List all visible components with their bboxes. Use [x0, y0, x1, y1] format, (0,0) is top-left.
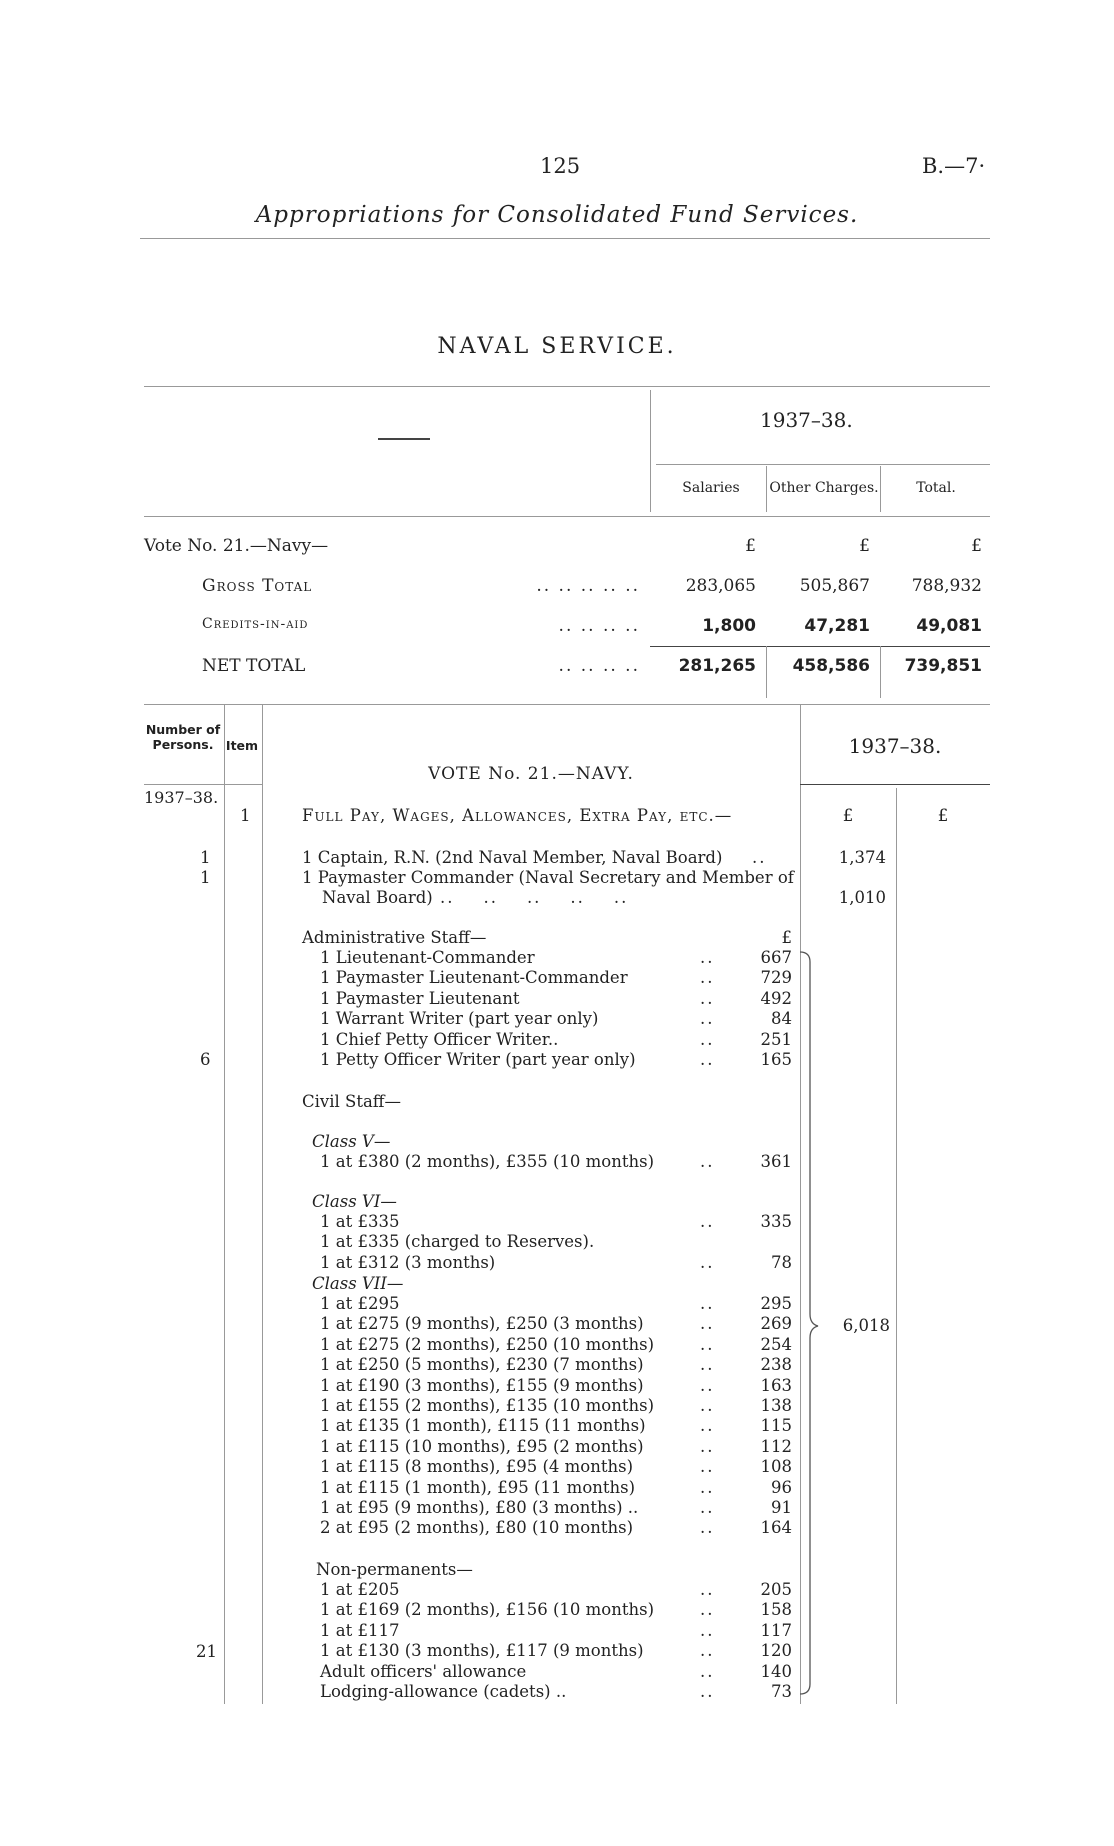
entry-amount: 112	[760, 1436, 792, 1456]
detail-year-rule	[800, 784, 990, 785]
leader-dots: ..	[700, 1396, 715, 1415]
col-number-persons: Number of Persons.	[145, 722, 221, 752]
leader-dots: ..	[700, 1294, 715, 1313]
captain-count: 1	[200, 848, 211, 867]
entry-text: 1 at £130 (3 months), £117 (9 months)	[320, 1641, 644, 1661]
gross-total-dots: .. .. .. .. ..	[536, 576, 640, 596]
leader-dots: ..	[700, 1682, 715, 1701]
leader-dots: ..	[700, 1029, 715, 1049]
total-currency-detail: £	[937, 806, 949, 825]
entry-amount: 667	[760, 948, 792, 967]
leader-dots: ..	[700, 1620, 715, 1640]
gross-other: 505,867	[799, 576, 870, 596]
net-col-divider-2	[880, 646, 881, 698]
col-item: Item	[225, 738, 259, 753]
vote-label: Vote No. 21.—Navy—	[144, 536, 329, 556]
entry-text: 1 Petty Officer Writer (part year only)	[320, 1050, 636, 1069]
salaries-currency: £	[745, 536, 756, 556]
entry-text: 1 at £115 (8 months), £95 (4 months)	[320, 1457, 634, 1477]
entry-text: 1 at £205	[320, 1580, 400, 1599]
summary-top-rule	[144, 386, 990, 387]
leader-dots: ..	[700, 1212, 715, 1231]
admin-heading: Administrative Staff—	[302, 928, 487, 947]
entry-text: 2 at £95 (2 months), £80 (10 months)	[320, 1518, 634, 1538]
entry-amount: 165	[760, 1050, 792, 1069]
paymaster-amount: 1,010	[838, 888, 886, 907]
credits-label: Credits-in-aid	[202, 616, 309, 632]
entry-amount: 729	[760, 968, 792, 988]
detail-vline-item	[262, 704, 263, 1704]
gross-total: 788,932	[911, 576, 982, 596]
entry-text: 1 Paymaster Lieutenant-Commander	[320, 968, 628, 988]
civil-count: 21	[196, 1642, 217, 1661]
detail-year: 1937–38.	[848, 734, 942, 758]
leader-dots: ..	[700, 1498, 715, 1517]
leader-dots: ..	[700, 1600, 715, 1620]
detail-vline-number	[224, 704, 225, 1704]
net-total-dots: .. .. .. ..	[558, 656, 640, 676]
entry-amount: 140	[760, 1661, 792, 1681]
summary-dash	[378, 438, 430, 440]
entry-amount: 269	[760, 1314, 792, 1334]
paymaster-text-2: Naval Board)	[322, 888, 433, 907]
net-total: 739,851	[904, 656, 982, 676]
entry-text: 1 at £117	[320, 1620, 400, 1640]
civil-heading: Civil Staff—	[302, 1092, 402, 1111]
entry-text: 1 at £95 (9 months), £80 (3 months) ..	[320, 1498, 639, 1517]
entry-amount: 238	[760, 1355, 792, 1375]
entry-amount: 205	[760, 1580, 792, 1599]
amount-currency: £	[842, 806, 854, 825]
header-rule	[140, 238, 990, 239]
detail-header-rule	[144, 784, 262, 785]
captain-amount: 1,374	[838, 848, 886, 867]
entry-text: 1 Chief Petty Officer Writer..	[320, 1029, 559, 1049]
col-other-charges: Other Charges.	[769, 480, 879, 496]
section-title: NAVAL SERVICE.	[437, 334, 677, 359]
credits-dots: .. .. .. ..	[558, 616, 640, 636]
class-vii-heading: Class VII—	[312, 1274, 404, 1293]
entry-amount: 73	[771, 1682, 792, 1701]
persons-year: 1937–38.	[144, 788, 219, 807]
leader-dots: ..	[700, 1252, 715, 1272]
credits-salaries: 1,800	[702, 616, 756, 636]
entry-text: 1 at £155 (2 months), £135 (10 months)	[320, 1396, 655, 1415]
leader-dots: ..	[700, 1009, 715, 1029]
paymaster-text-1: 1 Paymaster Commander (Naval Secretary and Member of	[302, 868, 794, 887]
bracket-total: 6,018	[842, 1316, 890, 1335]
document-reference: B.—7·	[922, 154, 986, 178]
summary-header-rule	[144, 516, 990, 517]
entry-text: Lodging-allowance (cadets) ..	[320, 1682, 567, 1701]
leader-dots: ..	[700, 1375, 715, 1395]
gross-total-label: Gross Total	[202, 576, 313, 596]
net-salaries: 281,265	[678, 656, 756, 676]
entry-text: 1 Warrant Writer (part year only)	[320, 1009, 599, 1029]
entry-text: 1 at £115 (10 months), £95 (2 months)	[320, 1436, 644, 1456]
entry-text: 1 at £275 (9 months), £250 (3 months)	[320, 1314, 644, 1334]
total-currency: £	[971, 536, 982, 556]
leader-dots: ..	[700, 968, 715, 988]
entry-text: 1 at £115 (1 month), £95 (11 months)	[320, 1477, 636, 1497]
admin-count: 6	[200, 1050, 211, 1069]
class-vi-heading: Class VI—	[312, 1192, 397, 1211]
entry-amount: 492	[760, 988, 792, 1008]
summary-divider	[650, 390, 651, 512]
vote-title: VOTE No. 21.—NAVY.	[428, 764, 634, 784]
entry-text: 1 at £135 (1 month), £115 (11 months)	[320, 1416, 646, 1436]
credits-total: 49,081	[916, 616, 982, 636]
entry-amount: 251	[760, 1029, 792, 1049]
entry-amount: 361	[760, 1152, 792, 1171]
net-col-divider-1	[766, 646, 767, 698]
entry-amount: 158	[760, 1600, 792, 1620]
entry-amount: 117	[760, 1620, 792, 1640]
entry-amount: 164	[760, 1518, 792, 1538]
leader-dots: ..	[700, 1334, 715, 1354]
summary-bottom-rule	[144, 704, 990, 705]
leader-dots: ..	[700, 1518, 715, 1538]
leader-dots: ..	[700, 1416, 715, 1436]
entry-amount: 108	[760, 1457, 792, 1477]
entry-text: 1 at £169 (2 months), £156 (10 months)	[320, 1600, 655, 1620]
summary-year-rule	[656, 464, 990, 465]
entry-text: 1 at £295	[320, 1294, 400, 1313]
leader-dots: ..	[700, 948, 715, 967]
leader-dots: ..	[700, 1436, 715, 1456]
net-total-rule	[650, 646, 990, 647]
detail-heading: Full Pay, Wages, Allowances, Extra Pay, etc.—	[302, 806, 733, 825]
entry-text: 1 at £380 (2 months), £355 (10 months)	[320, 1152, 655, 1171]
page-title: Appropriations for Consolidated Fund Services.	[255, 202, 859, 228]
captain-text: 1 Captain, R.N. (2nd Naval Member, Naval Board)	[302, 848, 723, 867]
col-total: Total.	[916, 480, 956, 496]
entry-amount: 295	[760, 1294, 792, 1313]
page-number: 125	[540, 154, 581, 178]
entry-text: 1 at £275 (2 months), £250 (10 months)	[320, 1334, 655, 1354]
summary-col-divider-2	[880, 466, 881, 512]
admin-currency: £	[781, 928, 792, 947]
leader-dots: ..	[700, 1152, 715, 1171]
entry-amount: 335	[760, 1212, 792, 1231]
leader-dots: ..	[700, 1641, 715, 1661]
entry-amount: 138	[760, 1396, 792, 1415]
leader-dots: ..	[700, 988, 715, 1008]
leader-dots: ..	[700, 1457, 715, 1477]
entry-text: 1 Lieutenant-Commander	[320, 948, 535, 967]
entry-text: 1 at £190 (3 months), £155 (9 months)	[320, 1375, 644, 1395]
nonperm-heading: Non-permanents—	[316, 1560, 473, 1579]
entry-amount: 254	[760, 1334, 792, 1354]
entry-amount: 91	[771, 1498, 792, 1517]
leader-dots: ..	[700, 1050, 715, 1069]
leader-dots: ..	[700, 1580, 715, 1599]
entry-amount: 163	[760, 1375, 792, 1395]
item-number: 1	[240, 806, 251, 825]
col-salaries: Salaries	[682, 480, 740, 496]
credits-other: 47,281	[804, 616, 870, 636]
entry-amount: 84	[771, 1009, 792, 1029]
leader-dots: ..	[700, 1355, 715, 1375]
leader-dots: ..	[700, 1314, 715, 1334]
entry-text: 1 Paymaster Lieutenant	[320, 988, 520, 1008]
entry-amount: 115	[760, 1416, 792, 1436]
captain-dots: ..	[752, 848, 767, 867]
entry-amount: 120	[760, 1641, 792, 1661]
entry-amount: 78	[771, 1252, 792, 1272]
net-other: 458,586	[792, 656, 870, 676]
leader-dots: ..	[700, 1661, 715, 1681]
entry-text: 1 at £335 (charged to Reserves).	[320, 1232, 595, 1252]
summary-year: 1937–38.	[760, 408, 853, 432]
class-v-heading: Class V—	[312, 1132, 391, 1151]
paymaster-count: 1	[200, 868, 211, 887]
leader-dots: ..	[700, 1477, 715, 1497]
paymaster-dots: .. .. .. .. ..	[440, 888, 629, 907]
summary-col-divider-1	[766, 466, 767, 512]
detail-vline-total	[896, 788, 897, 1704]
entry-text: 1 at £250 (5 months), £230 (7 months)	[320, 1355, 644, 1375]
entry-text: Adult officers' allowance	[320, 1661, 527, 1681]
entry-amount: 96	[771, 1477, 792, 1497]
net-total-label: NET TOTAL	[202, 656, 306, 676]
entry-text: 1 at £335	[320, 1212, 400, 1231]
other-currency: £	[859, 536, 870, 556]
entry-text: 1 at £312 (3 months)	[320, 1252, 496, 1272]
gross-salaries: 283,065	[685, 576, 756, 596]
